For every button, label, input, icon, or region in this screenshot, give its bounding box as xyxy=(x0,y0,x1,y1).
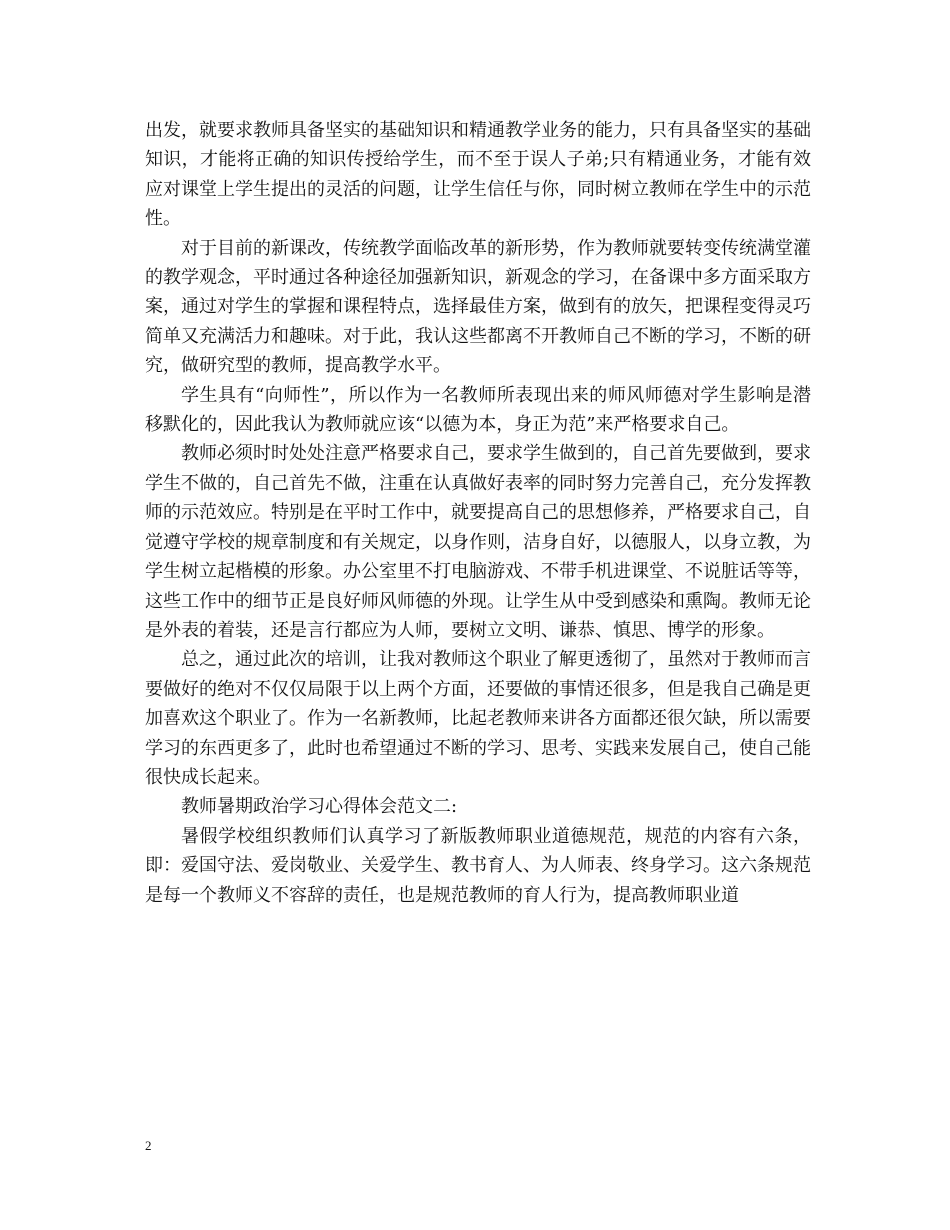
section-heading: 教师暑期政治学习心得体会范文二: xyxy=(181,796,458,818)
paragraph-continuation: 出发，就要求教师具备坚实的基础知识和精通教学业务的能力，只有具备坚实的基础知识，才能将正确的知识传授给学生，而不至于误人子弟;只有精通业务，才能有效应对课堂上学生提出的灵活的问题，让学生信任与你，同时树立教师在学生中的示范性。 xyxy=(145,120,811,230)
paragraph-conclusion: 总之，通过此次的培训，让我对教师这个职业了解更透彻了，虽然对于教师而言要做好的绝对不仅仅局限于以上两个方面，还要做的事情还很多，但是我自己确是更加喜欢这个职业了。作为一名新教师，比起老教师来讲各方面都还很欠缺，所以需要学习的东西更多了，此时也希望通过不断的学习、思考、实践来发展自己，使自己能很快成长起来。 xyxy=(145,649,811,788)
document-body xyxy=(145,116,811,910)
paragraph-code-of-ethics: 暑假学校组织教师们认真学习了新版教师职业道德规范，规范的内容有六条，即：爱国守法、爱岗敬业、关爱学生、教书育人、为人师表、终身学习。这六条规范是每一个教师义不容辞的责任，也是规范教师的育人行为，提高教师职业道 xyxy=(145,825,811,906)
paragraph-self-discipline: 教师必须时时处处注意严格要求自己，要求学生做到的，自己首先要做到，要求学生不做的，自己首先不做，注重在认真做好表率的同时努力完善自己，充分发挥教师的示范效应。特别是在平时工作中，就要提高自己的思想修养，严格要求自己，自觉遵守学校的规章制度和有关规定，以身作则，洁身自好，以德服人，以身立教，为学生树立起楷模的形象。办公室里不打电脑游戏、不带手机进课堂、不说脏话等等，这些工作中的细节正是良好师风师德的外现。让学生从中受到感染和熏陶。教师无论是外表的着装，还是言行都应为人师，要树立文明、谦恭、慎思、博学的形象。 xyxy=(145,443,811,641)
page-number: 2 xyxy=(145,1138,152,1153)
paragraph-teacher-influence: 学生具有“向师性”，所以作为一名教师所表现出来的师风师德对学生影响是潜移默化的，因此我认为教师就应该“以德为本，身正为范”来严格要求自己。 xyxy=(145,384,811,436)
paragraph-new-curriculum: 对于目前的新课改，传统教学面临改革的新形势，作为教师就要转变传统满堂灌的教学观念，平时通过各种途径加强新知识，新观念的学习，在备课中多方面采取方案，通过对学生的掌握和课程特点，选择最佳方案，做到有的放矢，把课程变得灵巧简单又充满活力和趣味。对于此，我认这些都离不开教师自己不断的学习，不断的研究，做研究型的教师，提高教学水平。 xyxy=(145,237,811,377)
